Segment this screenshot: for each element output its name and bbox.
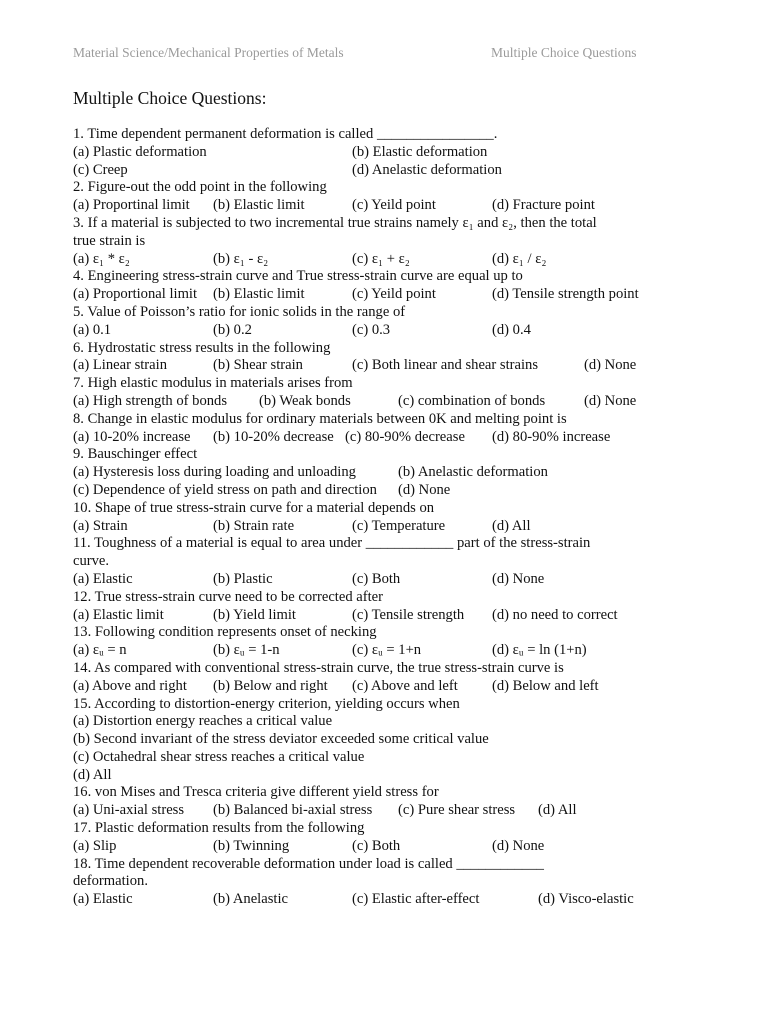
- answer-option: (d) Anelastic deformation: [352, 161, 502, 178]
- answer-option: (c) Creep: [73, 161, 128, 178]
- answer-option: (d) All: [538, 802, 577, 819]
- question-line: [73, 784, 663, 802]
- answer-option: (d) εᵤ = ln (1+n): [492, 642, 587, 659]
- question-text: 10. Shape of true stress-strain curve for a material depends on: [73, 499, 435, 516]
- answer-option: (a) Elastic: [73, 570, 133, 587]
- answer-option: (a) Linear strain: [73, 357, 167, 374]
- question-line: [73, 873, 663, 891]
- question-text: 5. Value of Poisson’s ratio for ionic solids in the range of: [73, 303, 406, 320]
- answer-option: (c) ε₁ + ε₂: [352, 250, 410, 267]
- question-text: 6. Hydrostatic stress results in the following: [73, 339, 331, 356]
- answer-option: (c) Temperature: [352, 517, 446, 534]
- question-line: [73, 696, 663, 714]
- answer-option: (c) combination of bonds: [398, 392, 546, 409]
- answer-option: (c) Both: [352, 570, 401, 587]
- answer-option: (c) Elastic after-effect: [352, 891, 480, 908]
- answer-option: (a) 10-20% increase: [73, 428, 191, 445]
- answer-option: (d) ε₁ / ε₂: [492, 250, 547, 267]
- answer-option: (d) 80-90% increase: [492, 428, 611, 445]
- answer-option: (b) εᵤ = 1-n: [213, 642, 280, 659]
- question-text: (d) All: [73, 766, 112, 783]
- answer-option: (d) 0.4: [492, 321, 531, 338]
- page-title: Multiple Choice Questions:: [73, 88, 267, 108]
- question-line: [73, 856, 663, 874]
- running-header-right: Multiple Choice Questions: [491, 45, 637, 60]
- answer-option: (a) Slip: [73, 837, 117, 854]
- answer-option: (b) Yield limit: [213, 606, 296, 623]
- answer-option: (b) ε₁ - ε₂: [213, 250, 269, 267]
- question-text: (a) Distortion energy reaches a critical value: [73, 713, 333, 730]
- answer-option: (d) Fracture point: [492, 197, 595, 214]
- answer-option: (d) Visco-elastic: [538, 891, 634, 908]
- question-text: 17. Plastic deformation results from the following: [73, 820, 365, 837]
- options-line: [73, 607, 663, 625]
- answer-option: (a) Proportinal limit: [73, 197, 190, 214]
- options-line: [73, 251, 663, 269]
- answer-option: (c) Above and left: [352, 677, 458, 694]
- question-text: 7. High elastic modulus in materials arises from: [73, 375, 353, 392]
- question-text: 9. Bauschinger effect: [73, 446, 198, 463]
- answer-option: (b) Balanced bi-axial stress: [213, 802, 373, 819]
- options-line: [73, 802, 663, 820]
- question-line: [73, 304, 663, 322]
- question-line: [73, 215, 663, 233]
- options-line: [73, 429, 663, 447]
- answer-option: (b) Anelastic deformation: [398, 464, 548, 481]
- question-line: [73, 340, 663, 358]
- answer-option: (b) Elastic deformation: [352, 143, 488, 160]
- question-line: [73, 767, 663, 785]
- answer-option: (a) Uni-axial stress: [73, 802, 185, 819]
- answer-option: (a) Plastic deformation: [73, 143, 207, 160]
- answer-option: (a) Hysteresis loss during loading and unloading: [73, 464, 356, 481]
- answer-option: (a) 0.1: [73, 321, 112, 338]
- options-line: [73, 162, 663, 180]
- answer-option: (c) εᵤ = 1+n: [352, 642, 422, 659]
- answer-option: (d) Below and left: [492, 677, 599, 694]
- question-text: 12. True stress-strain curve need to be corrected after: [73, 588, 384, 605]
- answer-option: (c) Both linear and shear strains: [352, 357, 539, 374]
- answer-option: (a) εᵤ = n: [73, 642, 127, 659]
- answer-option: (c) Both: [352, 837, 401, 854]
- question-text: 4. Engineering stress-strain curve and True stress-strain curve are equal up to: [73, 268, 523, 285]
- options-line: [73, 891, 663, 909]
- question-line: [73, 624, 663, 642]
- question-line: [73, 446, 663, 464]
- answer-option: (d) None: [492, 570, 545, 587]
- options-line: [73, 518, 663, 536]
- answer-option: (b) Weak bonds: [259, 392, 351, 409]
- question-text: 1. Time dependent permanent deformation is called ________________.: [73, 126, 498, 142]
- question-line: [73, 233, 663, 251]
- answer-option: (b) Elastic limit: [213, 286, 305, 303]
- running-header-left: Material Science/Mechanical Properties of Metals: [73, 45, 344, 60]
- question-line: [73, 126, 663, 144]
- options-line: [73, 482, 663, 500]
- question-text: 14. As compared with conventional stress-strain curve, the true stress-strain curve is: [73, 659, 564, 676]
- answer-option: (b) 0.2: [213, 321, 252, 338]
- answer-option: (b) Strain rate: [213, 517, 295, 534]
- question-text: 8. Change in elastic modulus for ordinary materials between 0K and melting point is: [73, 410, 567, 427]
- answer-option: (b) Anelastic: [213, 891, 288, 908]
- answer-option: (a) Elastic limit: [73, 606, 164, 623]
- options-line: [73, 464, 663, 482]
- options-line: [73, 286, 663, 304]
- options-line: [73, 144, 663, 162]
- answer-option: (c) Pure shear stress: [398, 802, 516, 819]
- answer-option: (b) Elastic limit: [213, 197, 305, 214]
- options-line: [73, 393, 663, 411]
- question-text: 2. Figure-out the odd point in the following: [73, 179, 327, 196]
- question-line: [73, 749, 663, 767]
- options-line: [73, 197, 663, 215]
- question-text: 15. According to distortion-energy criterion, yielding occurs when: [73, 695, 460, 712]
- question-line: [73, 375, 663, 393]
- options-line: [73, 642, 663, 660]
- question-text: 16. von Mises and Tresca criteria give different yield stress for: [73, 784, 439, 801]
- question-text: (b) Second invariant of the stress deviator exceeded some critical value: [73, 731, 489, 748]
- options-line: [73, 678, 663, 696]
- answer-option: (d) None: [492, 837, 545, 854]
- question-text: deformation.: [73, 873, 148, 890]
- question-text: 18. Time dependent recoverable deformation under load is called ____________: [73, 855, 544, 872]
- answer-option: (a) High strength of bonds: [73, 392, 228, 409]
- answer-option: (b) 10-20% decrease: [213, 428, 334, 445]
- question-line: [73, 500, 663, 518]
- question-line: [73, 535, 663, 553]
- question-line: [73, 713, 663, 731]
- options-line: [73, 838, 663, 856]
- answer-option: (d) All: [492, 517, 531, 534]
- question-line: [73, 268, 663, 286]
- question-text: (c) Octahedral shear stress reaches a critical value: [73, 748, 365, 765]
- answer-option: (d) no need to correct: [492, 606, 618, 623]
- answer-option: (a) Strain: [73, 517, 128, 534]
- answer-option: (a) ε₁ * ε₂: [73, 250, 130, 267]
- answer-option: (d) None: [584, 357, 637, 374]
- answer-option: (a) Above and right: [73, 677, 187, 694]
- question-line: [73, 820, 663, 838]
- question-text: 3. If a material is subjected to two incremental true strains namely ε₁ and ε₂, then the total: [73, 214, 597, 231]
- answer-option: (b) Shear strain: [213, 357, 303, 374]
- question-text: true strain is: [73, 232, 146, 249]
- answer-option: (c) Tensile strength: [352, 606, 465, 623]
- answer-option: (c) Yeild point: [352, 197, 436, 214]
- answer-option: (c) 80-90% decrease: [345, 428, 465, 445]
- answer-option: (a) Proportional limit: [73, 286, 198, 303]
- answer-option: (d) None: [584, 392, 637, 409]
- answer-option: (a) Elastic: [73, 891, 133, 908]
- answer-option: (b) Below and right: [213, 677, 328, 694]
- answer-option: (d) Tensile strength point: [492, 286, 639, 303]
- question-line: [73, 589, 663, 607]
- question-line: [73, 553, 663, 571]
- question-line: [73, 411, 663, 429]
- question-text: 13. Following condition represents onset of necking: [73, 624, 377, 641]
- answer-option: (c) 0.3: [352, 321, 391, 338]
- answer-option: (d) None: [398, 481, 451, 498]
- question-line: [73, 731, 663, 749]
- answer-option: (b) Twinning: [213, 837, 290, 854]
- question-line: [73, 179, 663, 197]
- answer-option: (c) Dependence of yield stress on path and direction: [73, 481, 377, 498]
- question-line: [73, 660, 663, 678]
- answer-option: (c) Yeild point: [352, 286, 436, 303]
- options-line: [73, 322, 663, 340]
- question-list: [73, 126, 663, 909]
- question-text: curve.: [73, 553, 110, 570]
- options-line: [73, 357, 663, 375]
- options-line: [73, 571, 663, 589]
- question-text: 11. Toughness of a material is equal to area under ____________ part of the stress-strain: [73, 535, 591, 552]
- answer-option: (b) Plastic: [213, 570, 273, 587]
